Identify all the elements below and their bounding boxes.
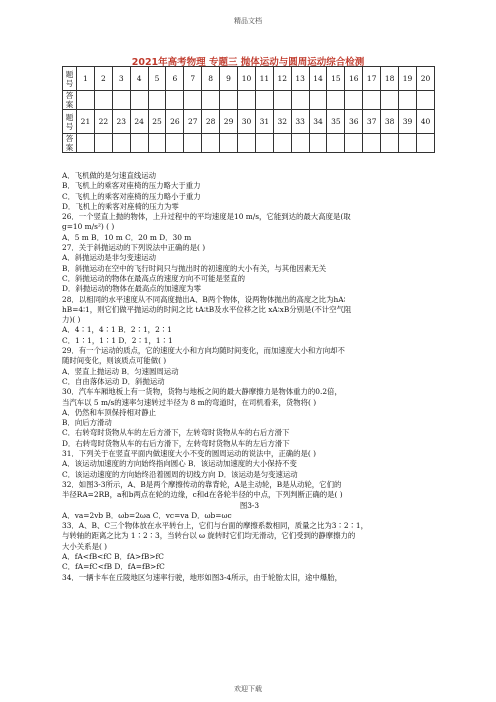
question-number: 23 <box>112 110 130 134</box>
answer-cell[interactable] <box>381 134 399 153</box>
answer-cell[interactable] <box>166 91 184 110</box>
answer-cell[interactable] <box>148 134 166 153</box>
question-number: 32 <box>273 110 291 134</box>
text-line: 随时间变化，则该质点可能做( ) <box>62 356 167 366</box>
text-line: D．右转弯时货物从车的右后方滑下，左转弯时货物从车的左后方滑下 <box>62 438 290 448</box>
answer-cell[interactable] <box>148 91 166 110</box>
answer-cell[interactable] <box>112 91 130 110</box>
answer-cell[interactable] <box>112 134 130 153</box>
answer-cell[interactable] <box>273 134 291 153</box>
question-number: 5 <box>148 67 166 91</box>
answer-cell[interactable] <box>238 134 256 153</box>
table-row <box>63 134 435 153</box>
answer-cell[interactable] <box>309 134 327 153</box>
text-line: 与转轴的距离之比为 1∶2∶3，当转台以 ω 旋转时它们均无滑动，它们受到的静摩擦力的 <box>62 531 356 541</box>
table-row <box>63 91 435 110</box>
answer-cell[interactable] <box>130 134 148 153</box>
question-number: 36 <box>345 110 363 134</box>
text-line: 28．以相同的水平速度从不同高度抛出A、B两个物体，设两物体抛出的高度之比为hA∶ <box>62 294 346 304</box>
page-footer: 欢迎下载 <box>234 685 262 693</box>
answer-cell[interactable] <box>130 91 148 110</box>
answer-cell[interactable] <box>345 134 363 153</box>
text-line: B．斜抛运动在空中的飞行时间只与抛出时的初速度的大小有关，与其他因素无关 <box>62 263 327 273</box>
question-number: 8 <box>202 67 220 91</box>
answer-cell[interactable] <box>363 91 381 110</box>
table-row <box>63 67 435 91</box>
question-number: 15 <box>327 67 345 91</box>
question-number: 18 <box>381 67 399 91</box>
answer-cell[interactable] <box>345 91 363 110</box>
figure-caption: 图3-3 <box>239 500 260 510</box>
question-number: 31 <box>255 110 273 134</box>
question-number: 9 <box>220 67 238 91</box>
answer-cell[interactable] <box>220 134 238 153</box>
answer-cell[interactable] <box>220 91 238 110</box>
question-number: 14 <box>309 67 327 91</box>
text-line: C．该运动速度的方向始终沿着圆周的切线方向 D．该运动是匀变速运动 <box>62 469 298 479</box>
question-number: 6 <box>166 67 184 91</box>
text-line: A．斜抛运动是非匀变速运动 <box>62 253 157 263</box>
answer-cell[interactable] <box>309 91 327 110</box>
question-number: 1 <box>77 67 95 91</box>
answer-cell[interactable] <box>416 134 434 153</box>
answer-cell[interactable] <box>77 134 95 153</box>
text-line: A．fA<fB<fC B．fA>fB>fC <box>62 551 164 561</box>
question-number: 3 <box>112 67 130 91</box>
question-number: 39 <box>399 110 417 134</box>
answer-cell[interactable] <box>202 134 220 153</box>
question-number: 33 <box>291 110 309 134</box>
answer-cell[interactable] <box>291 134 309 153</box>
question-number: 38 <box>381 110 399 134</box>
text-line: A．va=2vb B．ωb=2ωa C．vc=va D．ωb=ωc <box>62 510 232 520</box>
question-number: 11 <box>255 67 273 91</box>
text-line: 32．如图3-3所示，A、B是两个摩擦传动的靠背轮，A是主动轮，B是从动轮，它们的 <box>62 479 342 489</box>
table-row <box>63 110 435 134</box>
question-number: 28 <box>202 110 220 134</box>
text-line: C．自由落体运动 D．斜抛运动 <box>62 376 165 386</box>
row-label: 答案 <box>63 134 77 153</box>
page-title: 2021年高考物理 专题三 抛体运动与圆周运动综合检测 <box>131 57 365 68</box>
text-line: 33．A、B、C三个物体放在水平转台上，它们与台面的摩擦系数相同，质量之比为3∶2∶1， <box>62 521 369 531</box>
text-line: A．4∶1，4∶1 B．2∶1，2∶1 <box>62 325 172 335</box>
question-number: 20 <box>416 67 434 91</box>
answer-cell[interactable] <box>202 91 220 110</box>
answer-cell[interactable] <box>77 91 95 110</box>
question-body <box>62 171 437 583</box>
text-line: hB=4∶1，则它们做平抛运动的时间之比 tA∶tB及水平位移之比 xA∶xB分别是(不计空气阻 <box>62 304 352 314</box>
text-line: C．飞机上的乘客对座椅的压力略小于重力 <box>62 191 201 201</box>
answer-cell[interactable] <box>166 134 184 153</box>
answer-cell[interactable] <box>94 91 112 110</box>
text-line: D．斜抛运动的物体在最高点的加速度为零 <box>62 284 201 294</box>
text-line: 34．一辆卡车在丘陵地区匀速率行驶，地形如图3-4所示，由于轮胎太旧，途中爆胎， <box>62 572 342 582</box>
question-number: 35 <box>327 110 345 134</box>
text-line: A．该运动加速度的方向始终指向圆心 B．该运动加速度的大小保持不变 <box>62 459 297 469</box>
text-line: D．飞机上的乘客对座椅的压力为零 <box>62 201 179 211</box>
answer-cell[interactable] <box>255 91 273 110</box>
row-label: 答案 <box>63 91 77 110</box>
text-line: 半径RA=2RB，a和b两点在轮的边缘，c和d在各轮半径的中点，下列判断正确的是( ) <box>62 490 343 500</box>
question-number: 13 <box>291 67 309 91</box>
question-number: 2 <box>94 67 112 91</box>
question-number: 24 <box>130 110 148 134</box>
answer-cell[interactable] <box>399 91 417 110</box>
text-line: 大小关系是( ) <box>62 541 108 551</box>
text-line: 26．一个竖直上抛的物体，上升过程中的平均速度是10 m/s，它能到达的最大高度是(取 <box>62 212 351 222</box>
text-line: C．斜抛运动的物体在最高点的速度方向不可能是竖直的 <box>62 273 246 283</box>
answer-table <box>62 66 435 153</box>
text-line: A．仍然和车顶保持相对静止 <box>62 407 157 417</box>
question-number: 10 <box>238 67 256 91</box>
text-line: g=10 m/s²) ( ) <box>62 222 115 232</box>
answer-cell[interactable] <box>238 91 256 110</box>
question-number: 40 <box>416 110 434 134</box>
question-number: 17 <box>363 67 381 91</box>
text-line: A．竖直上抛运动 B．匀速圆周运动 <box>62 366 179 376</box>
answer-cell[interactable] <box>363 134 381 153</box>
question-number: 25 <box>148 110 166 134</box>
text-line: C．1∶1，1∶1 D．2∶1，1∶1 <box>62 335 173 345</box>
question-number: 12 <box>273 67 291 91</box>
answer-cell[interactable] <box>184 134 202 153</box>
question-number: 7 <box>184 67 202 91</box>
text-line: A．5 m B．10 m C．20 m D．30 m <box>62 232 192 242</box>
text-line: B．飞机上的乘客对座椅的压力略大于重力 <box>62 181 201 191</box>
text-line: 力)( ) <box>62 315 81 325</box>
answer-cell[interactable] <box>184 91 202 110</box>
answer-cell[interactable] <box>255 134 273 153</box>
text-line: C．右转弯时货物从车的左后方滑下，左转弯时货物从车的右后方滑下 <box>62 428 290 438</box>
question-number: 37 <box>363 110 381 134</box>
answer-cell[interactable] <box>94 134 112 153</box>
answer-cell[interactable] <box>399 134 417 153</box>
question-number: 16 <box>345 67 363 91</box>
answer-cell[interactable] <box>273 91 291 110</box>
answer-cell[interactable] <box>327 91 345 110</box>
question-number: 27 <box>184 110 202 134</box>
text-line: 30．汽车车厢地板上有一货物，货物与地板之间的最大静摩擦力是物体重力的0.2倍， <box>62 387 342 397</box>
answer-cell[interactable] <box>327 134 345 153</box>
question-number: 29 <box>220 110 238 134</box>
row-label: 题号 <box>63 110 77 134</box>
text-line: 当汽车以 5 m/s的速率匀速转过半径为 8 m的弯道时，在司机看来，货物将( ) <box>62 397 317 407</box>
question-number: 21 <box>77 110 95 134</box>
question-number: 22 <box>94 110 112 134</box>
answer-cell[interactable] <box>416 91 434 110</box>
question-number: 19 <box>399 67 417 91</box>
answer-cell[interactable] <box>291 91 309 110</box>
question-number: 4 <box>130 67 148 91</box>
text-line: C．fA=fC<fB D．fA=fB>fC <box>62 562 165 572</box>
question-number: 26 <box>166 110 184 134</box>
row-label: 题号 <box>63 67 77 91</box>
page-header: 精品文档 <box>234 17 262 25</box>
answer-cell[interactable] <box>381 91 399 110</box>
question-number: 34 <box>309 110 327 134</box>
question-number: 30 <box>238 110 256 134</box>
text-line: A．飞机做的是匀速直线运动 <box>62 171 157 180</box>
text-line: 27．关于斜抛运动的下列说法中正确的是( ) <box>62 243 206 253</box>
text-line: 29．有一个运动的质点，它的速度大小和方向均随时间变化，而加速度大小和方向却不 <box>62 346 345 356</box>
text-line: 31．下列关于在竖直平面内做速度大小不变的圆周运动的说法中，正确的是( ) <box>62 449 317 459</box>
text-line: B．向后方滑动 <box>62 418 112 428</box>
